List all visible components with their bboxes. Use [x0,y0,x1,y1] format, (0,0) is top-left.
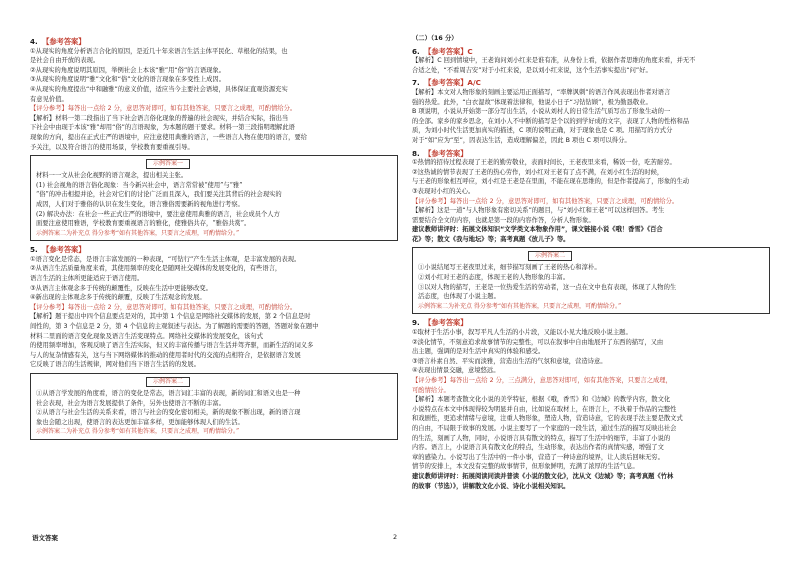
analysis-line: 强的热爱。此外，“白衣湿故”体现着法律和，他说小日子“习钻钻顾”，极为勤恳敬业。 [412,98,652,106]
example-answer-title: 示例答案二 [146,377,190,387]
example-line: 社会表现，社会为语言发展提供了条件，另外也使语言不断的丰富。 [36,399,225,407]
answer-label: 【参考答案】 [424,318,468,328]
question-8-heading [412,149,770,159]
example-answer-box [30,155,398,241]
analysis-line: 需要结合全文的内容，也就是第一段的内容作答，分析人物形象。 [412,216,595,224]
example-line: 材料一一文从社会化视野的语言观念，提出相关主张。 [36,172,188,180]
question-number: 9. [412,318,420,328]
example-line: 活态度，也体现了小说主题。 [418,293,500,301]
example-line: (2) 解决办法：在社会一些正式庄严的语境中，要注意使用典雅的语言，社会成员个人方 [36,210,280,218]
example-line: “俗”的冲击相提并论，社会对它们的讨论广泛而且深入，我们要关注其背后的社会现实的 [36,191,282,199]
example-answer-box [412,247,770,314]
left-column [30,34,398,444]
answer-line: ②从语言生活质量角度来看，其使用频率的变化是随网社交媒体的发展变化的，有些语言， [30,265,282,273]
analysis-line: 的生活，刻画了人物，同时，小说语言具有散文的特点，描写了生活中的细节，丰富了小说的 [412,434,671,442]
example-footnote: 示例答案二为补充点 得分参考“如有其他答案，只要言之成理，可酌情给分。” [36,428,240,436]
analysis-line: 【解析】这是一道“与人物形象有密切关系”的题目，与“刘小红和王老”可以这样回答。考生 [412,207,665,215]
answer-line: 有意见价值。 [30,95,68,103]
answer-label: 【参考答案】 [42,245,86,255]
answer-line: 是社会自由开放的表现。 [30,57,100,65]
analysis-line: 下社会中由现于本该“雅”却用“俗”的言语现象，为本题的题干要求。材料一第三段指明理解此语 [30,124,295,132]
question-number: 5. [30,245,38,255]
example-line: ①从语言学发展的角度看，语言的变化是常态，语言词汇丰富的表现，新的词汇和语义也是一种 [36,390,301,397]
analysis-line: 小说特点在本文中体现得较为明显并自由，比如说在取材上，在语言上，不执着于作品的完整性 [412,405,677,413]
analysis-line: 【解析】本题考查散文化小说的美学特征，根据《哦，香雪》和《边城》的教学内容，散文化 [412,396,671,404]
scoring-note: 【评分参考】每答出一点给 2 分，意思答对即可，如有其他答案，只要言之成理，可酌情给分。 [412,197,679,205]
scoring-note: 【评分参考】每答出一点给 2 分，三点满分，意思答对即可，如有其他答案，只要言之成理， [412,377,672,384]
analysis-line: 【解析】题干提出中四个信息要点是对的，其中第 1 个信息是网络社交媒体的发展，第 2 个信息是时 [30,313,311,321]
analysis-line: 予关注，以及符合语言的使用场景，学校教育要重视引导。 [30,143,194,151]
example-line: ②刘小红对王老的态度，体现王老的人物形象的丰富。 [418,274,570,282]
answer-line: ④从现实的角度提出“中和融雅”的意义价值，适应当今主要社会语境，具体保证直观资源充实 [30,85,288,93]
scoring-note: 【评分参考】每答出一点给 2 分，意思答对即可，如有其他答案，只要言之成理，可酌情给分。 [30,105,297,113]
question-4-answer [30,47,398,153]
page-number: 2 [393,533,398,541]
scoring-note: 【评分参考】每答出一点给 2 分，意思答对即可，如有其他答案，只要言之成理，可酌情给分。 [30,303,297,311]
answer-line: ④表现出情景交融，意境悠远。 [412,367,500,375]
analysis-line: 情节的安排上，本文没有完整的故事情节，但形象鲜明，充满了浓厚的生活气息。 [412,463,639,471]
answer-line: 出主题，强调的是对生活中真实的体验和感受。 [412,348,545,356]
teaching-note: 的故事（节选）》，讲解散文化小说、诗化小说相关知识。 [412,482,570,490]
analysis-line: 【解析】本文对人物形象的刻画主要运用正面描写，“率牌讽刺”的语言作风表现出作者对语言 [412,88,671,96]
question-number: 6. [412,46,420,56]
answer-line: ②这热诚的情节表现了王老的热心劳作，刘小红对王老有了点不满，在刘小红生活的时候， [412,168,664,176]
example-line: ①小说结尾写王老夜里过来，细节描写刻画了王老的热心和淳朴。 [418,264,601,272]
analysis-line: 间性的，第 3 个信息是 2 分，第 4 个信息的主观叙述与表达。为了解题的需要的答题，答题对象在题中 [30,323,319,331]
teaching-note: 建议教师讲评时：拓展阅读同读并普读《小说的散文化》，沈从文《边城》等；高考真题《竹林 [412,472,674,480]
teaching-note: 花》等；散文《我与地坛》等；高考真题《放儿子》等。 [412,235,570,243]
footer-subject: 语文答案 [32,534,58,542]
question-5-heading [30,245,398,255]
question-4-heading [30,37,398,47]
example-line: 面要注意使用雅语，学校教育要重视语言的雅化，使雅俗共存，“雅俗共赏”。 [36,220,251,228]
section-heading: （二）（16 分） [412,35,458,42]
example-footnote: 示例答案二为补充点 得分参考“如有其他答案，只要言之成理，可酌情给分。” [418,302,622,310]
analysis-line: 现象的方向，提出在正式庄严的语境中，应注意使用典雅的语言，一些语言人物在使用的语言，要给 [30,133,308,141]
example-line: ③以对人物的描写，王老是一位热爱生活的劳动者，这一点在文中也有表现，体现了人物的生 [418,283,677,291]
analysis-line: 它反映了语言的生活规律，网对他们当下语言生活的的发展。 [30,361,201,369]
answer-line: ①取材于生活小事，叙写平凡人生活的小片段，又能以小见大地反映小说主题。 [412,329,632,337]
answer-line: ③语言朴素自然、平实而淡雅，营造出生活的气氛和意境，营造诗意。 [412,357,607,365]
question-5-answer [30,255,398,370]
answer-line: 语言生活的主体所更能适应于语言使用。 [30,275,144,283]
answer-label: 【参考答案】C [424,46,473,56]
analysis-line: 和戏剧性，更追求情绪与意境，注重人物形象，塑造人物，营造诗意，它的表现手法主要是散文式 [412,415,683,423]
example-line: ②从语言与社会生活的关系来看，语言与社会的变化密切相关，新的现象不断出现，新的语言现 [36,409,301,417]
analysis-line: 【解析】C 回到情境中，王老询问刘小红来是谁有准，从身份上看，依据作者思维的角度来看，并无不 [412,57,696,65]
answer-line: ②淡化情节，不刻意追求故事情节的完整性，可以在叙事中自由地展开了东西的描写，又由 [412,338,664,346]
analysis-line: 质，为刘小时代生活更加真实的描述，C 项的说明正确，对于现象也是 C 项。用描写的方式分 [412,127,673,135]
example-line: 成因，人们对于雅俗的认识在发生变化，语言雅俗需要新的视角进行考察。 [36,200,244,208]
analysis-line: 对于“如”应为“至”，因表达生活，造成理解偏差，因此 B 项也 C 项可以得分。 [412,136,631,144]
question-number: 4. [30,37,38,46]
example-answer-title: 示例答案一 [146,159,190,169]
example-answer-box [30,373,398,440]
analysis-line: B 项说明，小说从开始第一部分写出生活，小说从刘村人的日常生活气质写出了形象生动的一 [412,108,671,116]
question-number: 7. [412,78,420,88]
example-footnote: 示例答案二为补充点 得分参考“如有其他答案，只要言之成理，可酌情给分。” [36,229,240,237]
analysis-line: 内容。语言上，小说语言具有散文化的特点，生动形象，表达出作者的真情实感，增强了文 [412,444,664,452]
analysis-line: 的自由，不局限于故事的发展。小说主要写了一个家庭的一段生活，通过生活的描写反映出社会 [412,424,677,432]
question-9-heading [412,318,770,328]
answer-line: ③从语言主体观念多于传统的颠覆性，反映在生活中更能够改变。 [30,284,212,292]
answer-line: ④新出现的主体观念多于传统的颠覆，反映了生活观念的发展。 [30,294,206,302]
answer-line: ③从现实的角度说明“雅”文化和“俗”文化的语言现象在多变性上成因。 [30,76,226,84]
answer-label: 【参考答案】 [424,148,468,158]
answer-line: ①语言变化是常态，是语言丰富发展的一种表现，“可钻行”产生生活主体观，是丰富发展的表现。 [30,255,301,263]
analysis-line: 章的感染力。小说写出了生活中的一件小事，营造了一种诗意的境界，让人读后回味无穷。 [412,453,664,461]
question-6-heading [412,47,770,57]
example-line: (1) 社会视角的语言俗化现象：当今新兴社会中，语言常常被“使用”与“雅” [36,181,243,189]
analysis-line: 材料二里面的语言变化现象及语言生活变现特点。网络社交媒体的发展变化，该句式 [30,332,263,340]
answer-line: ②从现实的角度说明其原因，举例社会上本该“雅”用“俗”的言语现象。 [30,66,226,74]
teaching-note: 建议教师讲评时：拓展文体知识“文学类文本物象作用”，课文链接小说《哦！香雪》《百合 [412,226,663,234]
analysis-line: 与人的复杂情感有关，这与当下网络媒体的推动的使用者时代的交流的点相符合，是依据语言发展 [30,351,301,359]
analysis-line: 的全部。家乡的家乡思念，在刘小人不中断的描写是个以的到学好成的文字，表现了人物的性格和品 [412,117,690,125]
scoring-note: 可酌情给分。 [412,386,450,394]
answer-label: 【参考答案】A/C [424,78,481,88]
analysis-line: 的使用频率增加，客观反映了语言生活实际，但又的丰富传播与语言生活并驾齐驱，而新生活的词义多 [30,342,314,350]
right-column [412,34,770,491]
answer-label: 【参考答案】 [42,37,86,46]
answer-line: ①热情的招待过程表现了王老的勤劳敬业，表面时间长，王老夜里来看，稀饭一份，吃苦耐劳。 [412,159,676,167]
analysis-line: 合适之处，“不看周吉安”对于小红来说，是以刘小红来说，这个生活事实提出“问”好。 [412,66,652,74]
example-answer-title: 示例答案二 [528,251,572,261]
analysis-line: 【解析】材料一第二段指出了当下社会语言俗化现象的普遍的社会现实，并结合实际，指出当 [30,114,289,122]
question-number: 8. [412,148,420,158]
answer-line: ①从现实的角度分析语言合化的原因，是近几十年来语言生活主体平民化、草根化的结果，也 [30,47,288,55]
answer-line: 与王老的形象相互呼应，刘小红是王老是在里面，不能在现在思维的，但是作者提高了，形象的生动 [412,178,690,186]
example-line: 象也会随之出现，使语言的表达更加丰富多样，更加能够体现人们的生活。 [36,418,244,426]
question-7-heading [412,78,770,88]
answer-line: ③表现对小红的关心。 [412,187,475,195]
